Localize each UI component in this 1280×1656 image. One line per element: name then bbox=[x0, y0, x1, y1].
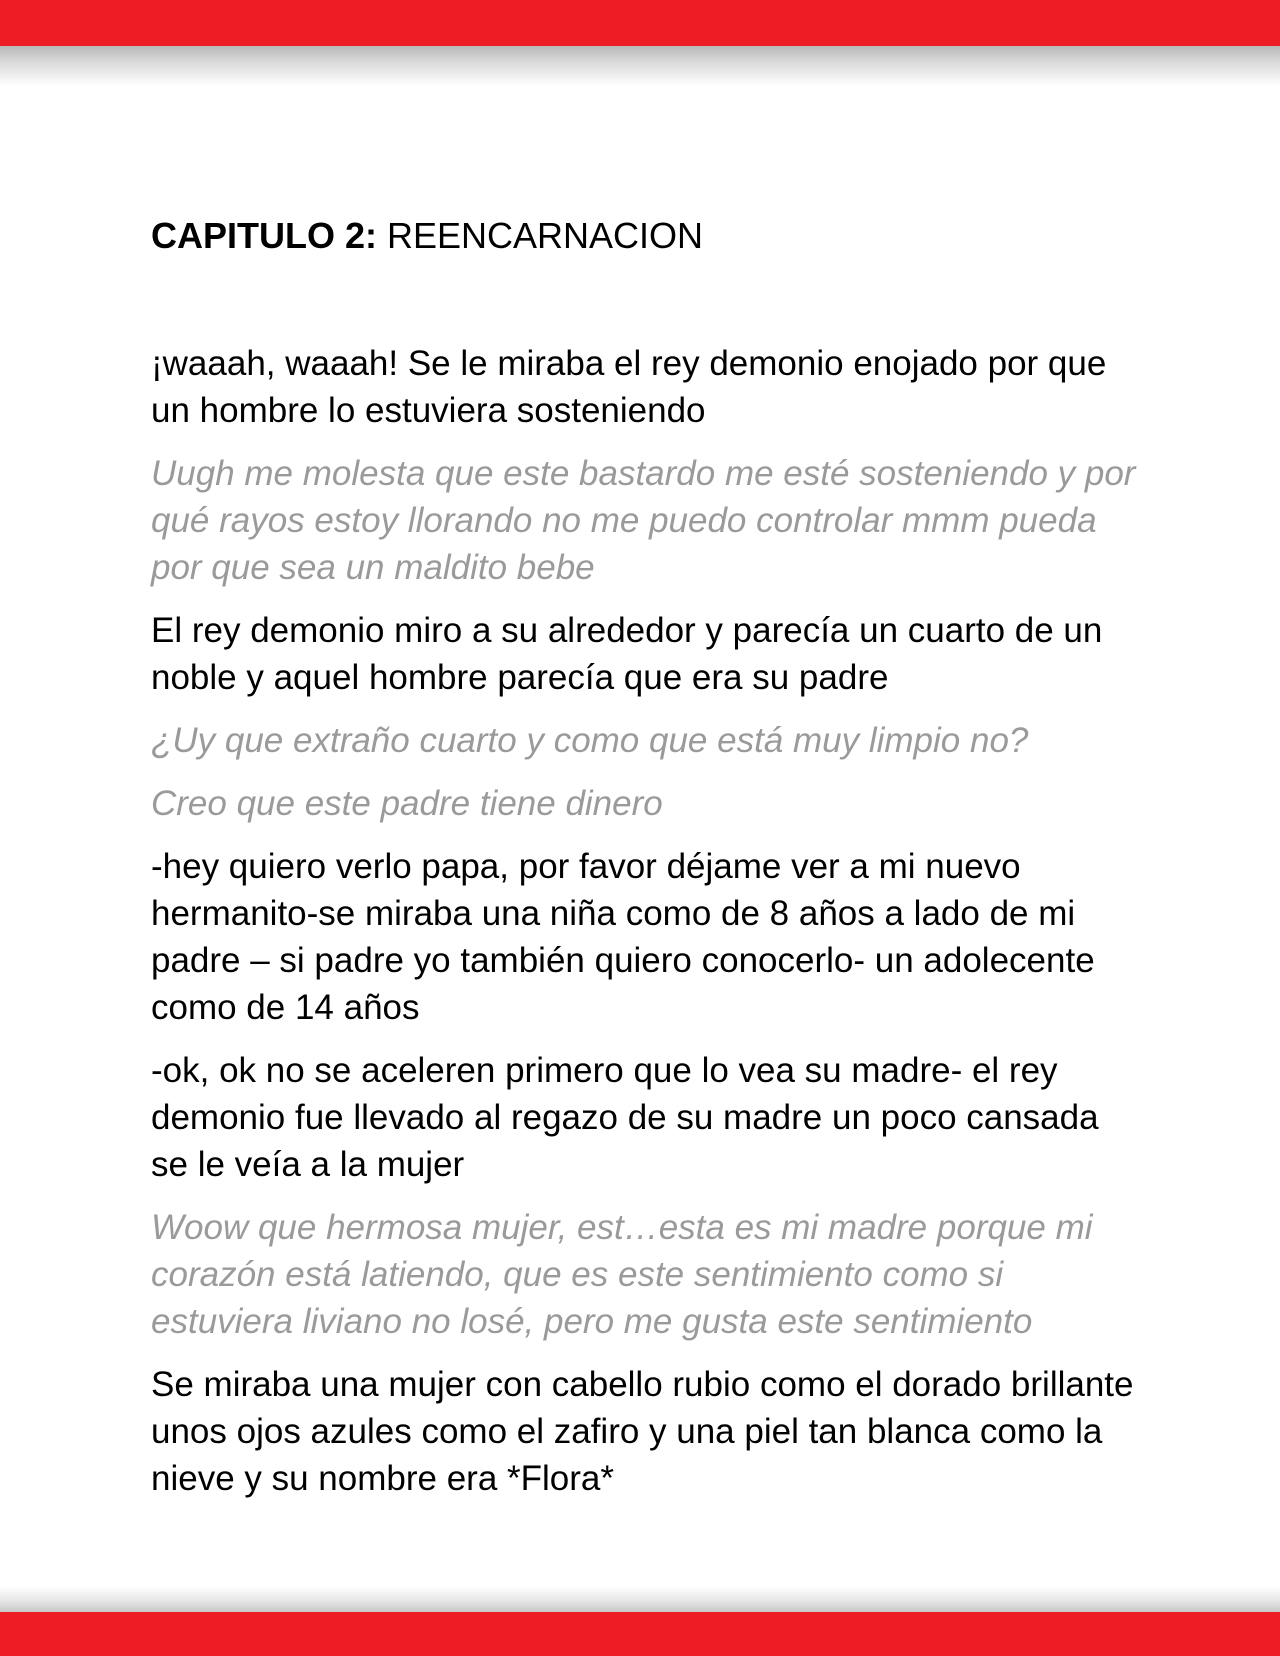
narration-paragraph: ¡waaah, waaah! Se le miraba el rey demonio enojado por que un hombre lo estuviera sosteniendo bbox=[151, 344, 1107, 430]
bottom-band-shadow bbox=[0, 1586, 1280, 1612]
top-red-band bbox=[0, 0, 1280, 46]
narration-paragraph: El rey demonio miro a su alrededor y parecía un cuarto de un noble y aquel hombre parecía que era su padre bbox=[151, 611, 1103, 697]
narration-paragraph: -hey quiero verlo papa, por favor déjame ver a mi nuevo hermanito-se miraba una niña como de 8 años a lado de mi padre – si padre yo también quiero conocerlo- un adolecente como de 14 años bbox=[151, 847, 1095, 1027]
chapter-body bbox=[151, 340, 1141, 1518]
chapter-label: CAPITULO 2: bbox=[151, 215, 378, 256]
thought-paragraph: Creo que este padre tiene dinero bbox=[151, 784, 663, 823]
narration-paragraph: -ok, ok no se aceleren primero que lo vea su madre- el rey demonio fue llevado al regazo de su madre un poco cansada se le veía a la mujer bbox=[151, 1051, 1099, 1184]
thought-paragraph: ¿Uy que extraño cuarto y como que está muy limpio no? bbox=[151, 721, 1029, 760]
thought-paragraph: Uugh me molesta que este bastardo me esté sosteniendo y por qué rayos estoy llorando no me puedo controlar mmm pueda por que sea un maldito bebe bbox=[151, 454, 1136, 587]
bottom-red-band bbox=[0, 1612, 1280, 1656]
top-band-shadow bbox=[0, 46, 1280, 86]
chapter-name: REENCARNACION bbox=[377, 215, 704, 256]
chapter-title bbox=[151, 214, 703, 258]
thought-paragraph: Woow que hermosa mujer, est…esta es mi madre porque mi corazón está latiendo, que es este sentimiento como si estuviera liviano no losé, pero me gusta este sentimiento bbox=[151, 1208, 1093, 1341]
narration-paragraph: Se miraba una mujer con cabello rubio como el dorado brillante unos ojos azules como el zafiro y una piel tan blanca como la nieve y su nombre era *Flora* bbox=[151, 1365, 1134, 1498]
